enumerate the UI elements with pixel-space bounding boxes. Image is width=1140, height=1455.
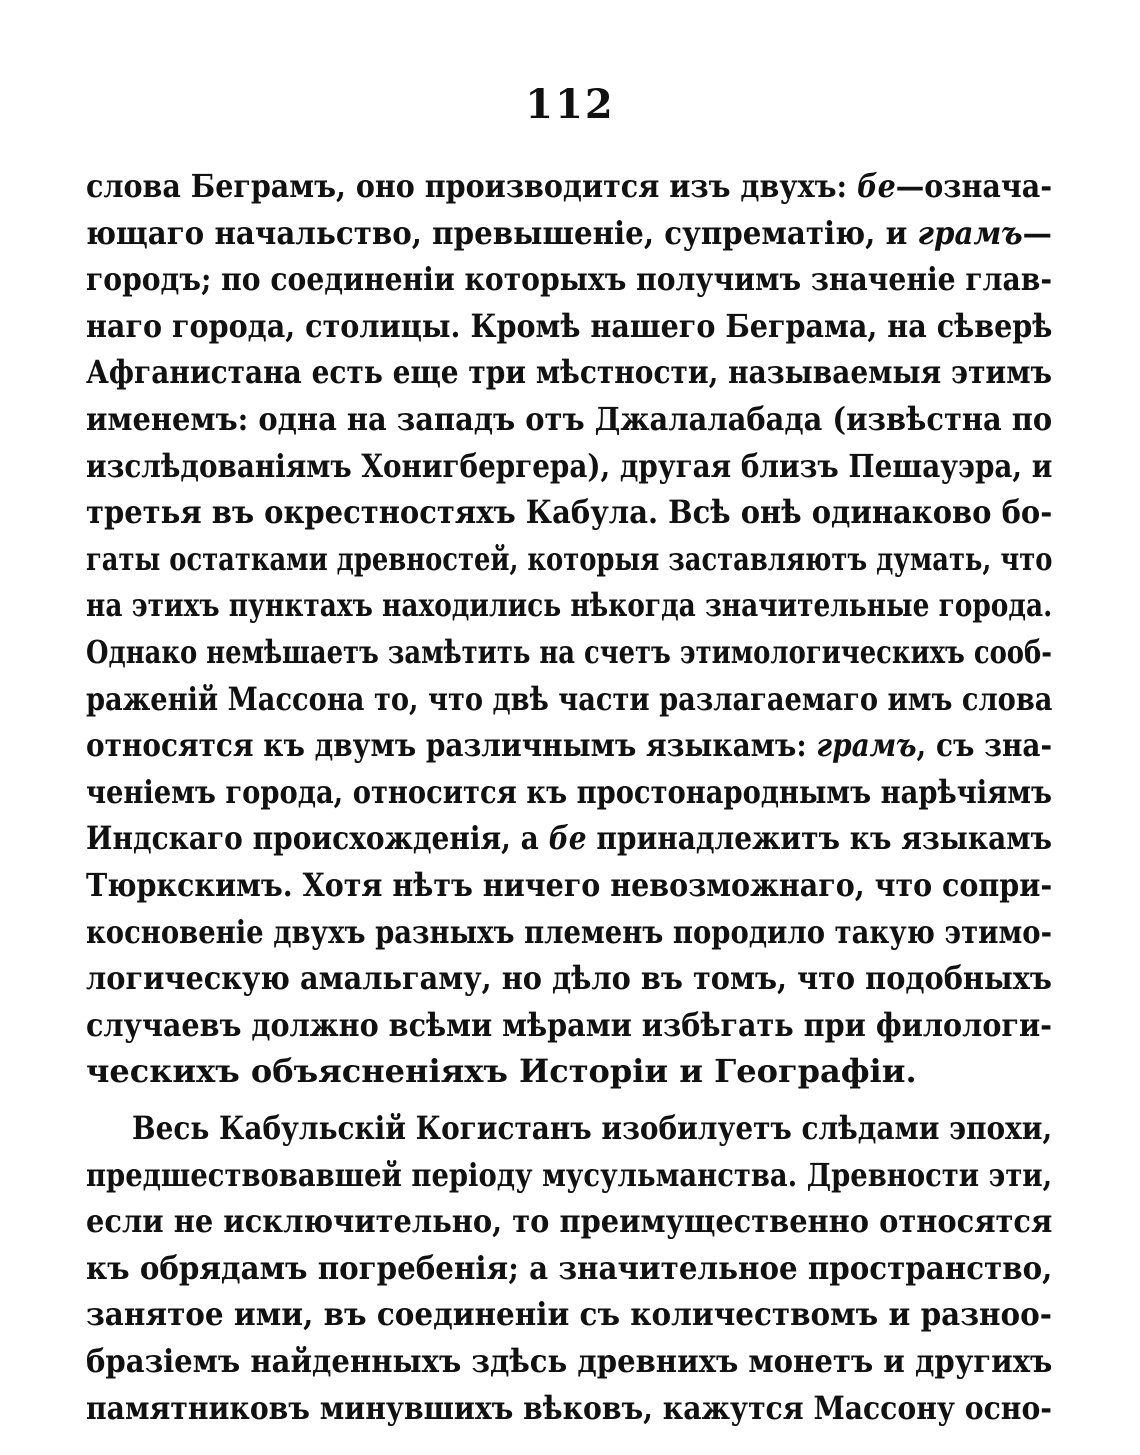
text-line	[86, 1152, 1052, 1198]
text-line	[86, 1245, 1052, 1291]
text-line	[86, 1385, 1052, 1431]
text-line	[86, 1002, 1052, 1048]
text-line	[86, 722, 1052, 768]
text-line	[86, 443, 1052, 489]
text-line	[86, 256, 1052, 302]
text-segment: на этихъ пунктахъ находились нѣкогда значительные города.	[86, 586, 1053, 624]
text-line	[86, 1198, 1052, 1244]
text-line	[86, 1338, 1052, 1384]
text-segment: принадлежитъ къ языкамъ	[586, 819, 1053, 857]
text-line	[86, 582, 1052, 628]
text-segment: къ обрядамъ погребенія; а значительное пространство,	[86, 1249, 1053, 1287]
text-line	[86, 769, 1052, 815]
text-segment: —означа-	[895, 167, 1053, 205]
text-segment: именемъ: одна на западъ отъ Джалалабада (извѣстна по	[86, 400, 1053, 438]
text-segment: занятое ими, въ соединеніи съ количествомъ и разноо-	[86, 1295, 1052, 1333]
text-segment: бразіемъ найденныхъ здѣсь древнихъ монетъ и другихъ	[86, 1342, 1053, 1380]
text-segment: относятся къ двумъ различнымъ языкамъ:	[86, 726, 817, 764]
text-line	[86, 396, 1052, 442]
text-segment: ческихъ объясненіяхъ Исторіи и Географіи.	[86, 1052, 917, 1090]
text-line	[86, 676, 1052, 722]
text-line	[86, 349, 1052, 395]
text-line	[86, 862, 1052, 908]
page-number: 112	[525, 81, 615, 128]
text-segment: косновеніе двухъ разныхъ племенъ породило такую этимо-	[86, 913, 1052, 951]
text-segment: Весь Кабульскій Когистанъ изобилуетъ слѣдами эпохи,	[132, 1109, 1053, 1147]
text-segment: памятниковъ минувшихъ вѣковъ, кажутся Массону осно-	[86, 1389, 1053, 1427]
text-line	[86, 489, 1052, 535]
text-segment: —	[1022, 214, 1052, 252]
text-segment: Тюркскимъ. Хотя нѣтъ ничего невозможнаго, что сопри-	[86, 866, 1053, 904]
italic-word: бе	[548, 819, 587, 857]
text-segment: слова Беграмъ, оно производится изъ двухъ:	[86, 167, 857, 205]
text-segment: , съ зна-	[916, 726, 1053, 764]
text-segment: городъ; по соединеніи которыхъ получимъ значеніе глав-	[86, 260, 1053, 298]
italic-word: бе	[856, 167, 896, 205]
text-line	[86, 815, 1052, 861]
text-line	[86, 1048, 1052, 1094]
italic-word: грамъ	[917, 214, 1023, 252]
text-segment: предшествовавшей періоду мусульманства. Древности эти,	[86, 1156, 1053, 1194]
text-segment: раженій Массона то, что двѣ части разлагаемаго имъ слова	[86, 680, 1053, 718]
text-line	[132, 1105, 1052, 1151]
text-segment: Индскаго происхожденія, а	[86, 819, 549, 857]
text-line	[86, 955, 1052, 1001]
text-segment: Афганистана есть еще три мѣстности, называемыя этимъ	[86, 353, 1052, 391]
text-segment: логическую амальгаму, но дѣло въ томъ, что подобныхъ	[86, 959, 1052, 997]
text-segment: ченіемъ города, относится къ простонароднымъ нарѣчіямъ	[86, 773, 1052, 811]
text-line	[86, 629, 1052, 675]
text-line	[86, 210, 1052, 256]
text-segment: изслѣдованіямъ Хонигбергера), другая близъ Пешауэра, и	[86, 447, 1053, 485]
text-segment: случаевъ должно всѣми мѣрами избѣгать при филологи-	[86, 1006, 1053, 1044]
text-line	[86, 909, 1052, 955]
text-line	[86, 1291, 1052, 1337]
text-segment: гаты остатками древностей, которыя заставляютъ думать, что	[86, 540, 1053, 578]
italic-word: грамъ	[816, 726, 917, 764]
text-segment: наго города, столицы. Кромѣ нашего Беграма, на сѣверѣ	[86, 307, 1053, 345]
text-segment: третья въ окрестностяхъ Кабула. Всѣ онѣ одинаково бо-	[86, 493, 1053, 531]
text-segment: ющаго начальство, превышеніе, супрематію, и	[86, 214, 918, 252]
text-line	[86, 303, 1052, 349]
text-line	[86, 536, 1052, 582]
text-line	[86, 163, 1052, 209]
text-segment: если не исключительно, то преимущественно относятся	[86, 1202, 1053, 1240]
text-segment: Однако немѣшаетъ замѣтить на счетъ этимологическихъ сооб-	[86, 633, 1052, 671]
